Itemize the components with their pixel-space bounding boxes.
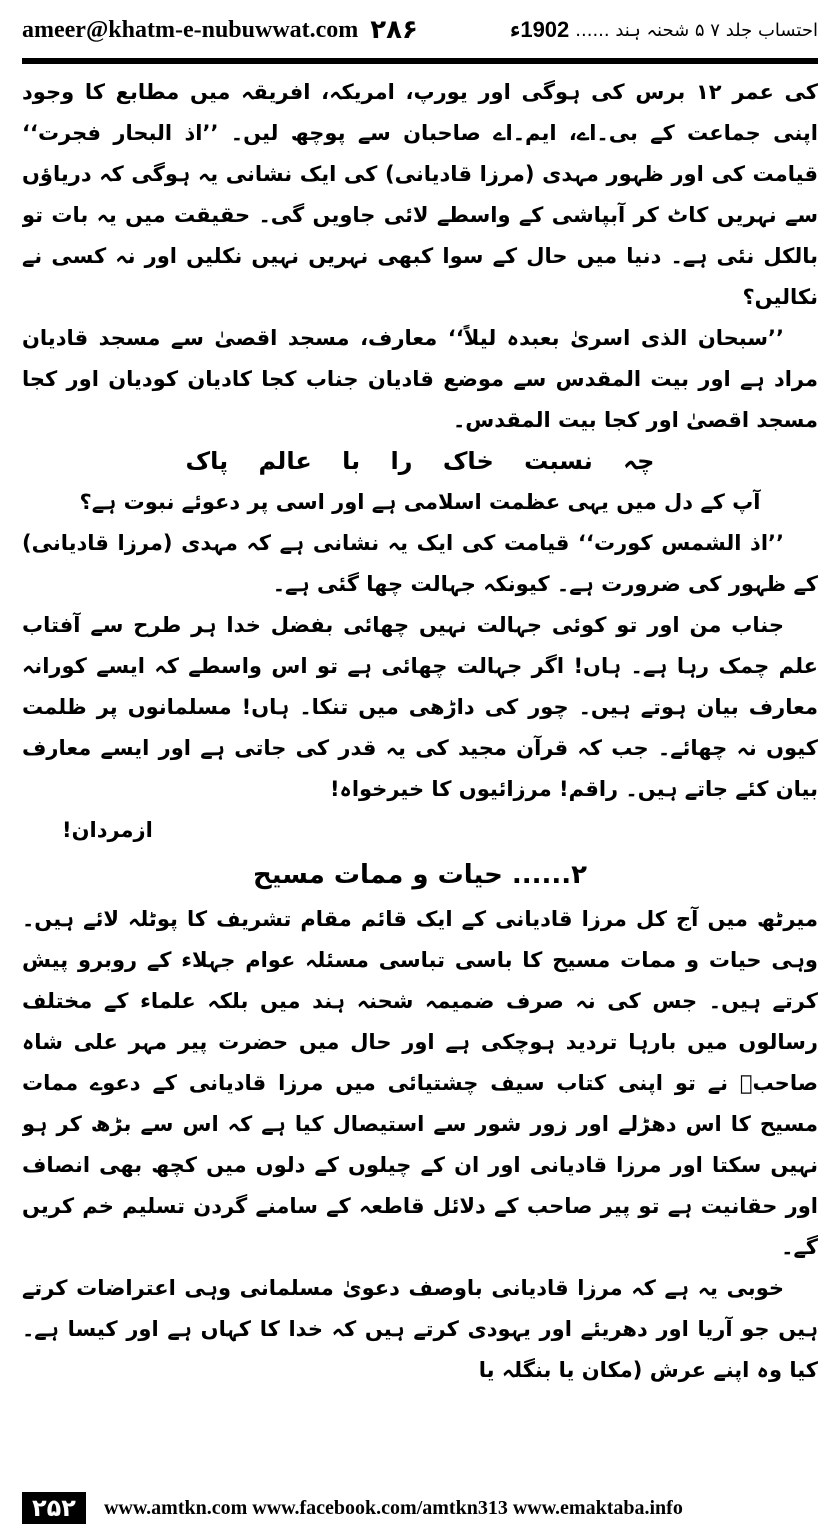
section-heading: ۲...... حیات و ممات مسیح	[252, 860, 588, 890]
header-left	[22, 15, 418, 45]
header-page-number: ۲۸۶	[370, 15, 418, 45]
paragraph-2: ’’سبحان الذی اسریٰ بعبدہ لیلاً‘‘ معارف، مسجد اقصیٰ سے مسجد قادیان مراد ہے اور بیت المقدس سے موضع قادیان جناب کجا کادیان کودیان اور کجا مسجد اقصیٰ اور کجا بیت المقدس۔	[22, 326, 818, 432]
signature: ازمردان!	[62, 818, 153, 842]
header-right	[510, 17, 818, 43]
header-rule	[22, 58, 818, 64]
footer-page-number: ۲۵۲	[22, 1492, 86, 1524]
paragraph-7: خوبی یہ ہے کہ مرزا قادیانی باوصف دعویٰ مسلمانی وہی اعتراضات کرتے ہیں جو آریا اور دھریئے اور یہودی کرتے ہیں کہ خدا کا کہاں ہے اور کیسا ہے۔ کیا وہ اپنے عرش (مکان یا بنگلہ یا	[22, 1276, 818, 1382]
paragraph-5: جناب من اور تو کوئی جہالت نہیں چھائی بفضل خدا ہر طرح سے آفتاب علم چمک رہا ہے۔ ہاں! اگر جہالت چھائی ہے تو اس واسطے کہ ایسے کورانہ معارف بیان ہوتے ہیں۔ چور کی داڑھی میں تنکا۔ ہاں! مسلمانوں پر ظلمت کیوں نہ چھائے۔ جب کہ قرآن مجید کی یہ قدر کی جاتی ہے اور ایسے معارف بیان کئے جاتے ہیں۔ راقم! مرزائیوں کا خیرخواہ!	[22, 613, 818, 801]
signature-row	[22, 810, 818, 851]
paragraph-4: ’’اذ الشمس کورت‘‘ قیامت کی ایک یہ نشانی ہے کہ مہدی (مرزا قادیانی) کے ظہور کی ضرورت ہے۔ کیونکہ جہالت چھا گئی ہے۔	[22, 531, 818, 596]
page-footer	[22, 1488, 818, 1528]
couplet: چہ نسبت خاک را با عالم پاک	[185, 447, 655, 475]
paragraph-3: آپ کے دل میں یہی عظمت اسلامی ہے اور اسی پر دعوئے نبوت ہے؟	[79, 490, 761, 514]
header-book-title: احتساب جلد ۷ ۵ شحنہ ہند ......	[575, 19, 818, 41]
header-email: ameer@khatm-e-nubuwwat.com	[22, 16, 359, 43]
paragraph-6: میرٹھ میں آج کل مرزا قادیانی کے ایک قائم مقام تشریف کا پوٹلہ لائے ہیں۔ وہی حیات و ممات مسیح کا باسی تباسی مسئلہ عوام جہلاء کے روبرو پیش کرتے ہیں۔ جس کی نہ صرف ضمیمہ شحنہ ہند میں بلکہ علماء کے مختلف رسالوں میں بارہا تردید ہوچکی ہے اور حال میں حضرت پیر مہر علی شاہ صاحبؒ نے تو اپنی کتاب سیف چشتیائی میں مرزا قادیانی کے دعوے ممات مسیح کا اس دھڑلے اور زور شور سے استیصال کیا ہے کہ اس سے بڑھ کر ہو نہیں سکتا اور مرزا قادیانی اور ان کے چیلوں کے دلوں میں کچھ بھی انصاف اور حقانیت ہے تو پیر صاحب کے دلائل قاطعہ کے سامنے گردن تسلیم خم کریں گے۔	[22, 907, 818, 1259]
paragraph-1: کی عمر ۱۲ برس کی ہوگی اور یورپ، امریکہ، افریقہ میں مطابع کا وجود اپنی جماعت کے بی۔اے، ایم۔اے صاحبان سے پوچھ لیں۔ ’’اذ البحار فجرت‘‘ قیامت کی اور ظہور مہدی (مرزا قادیانی) کی ایک نشانی یہ ہوگی کہ دریاؤں سے نہریں کاٹ کر آبپاشی کے واسطے لائی جاویں گی۔ حقیقت میں یہ بات تو بالکل نئی ہے۔ دنیا میں حال کے سوا کبھی نہریں نہیں نکلیں اور نہ کسی نے نکالیں؟	[22, 80, 818, 309]
page-header	[22, 8, 818, 52]
page-body	[22, 72, 818, 1472]
footer-websites: www.amtkn.com www.facebook.com/amtkn313 www.emaktaba.info	[103, 1496, 683, 1519]
header-year: 1902ء	[509, 17, 570, 42]
